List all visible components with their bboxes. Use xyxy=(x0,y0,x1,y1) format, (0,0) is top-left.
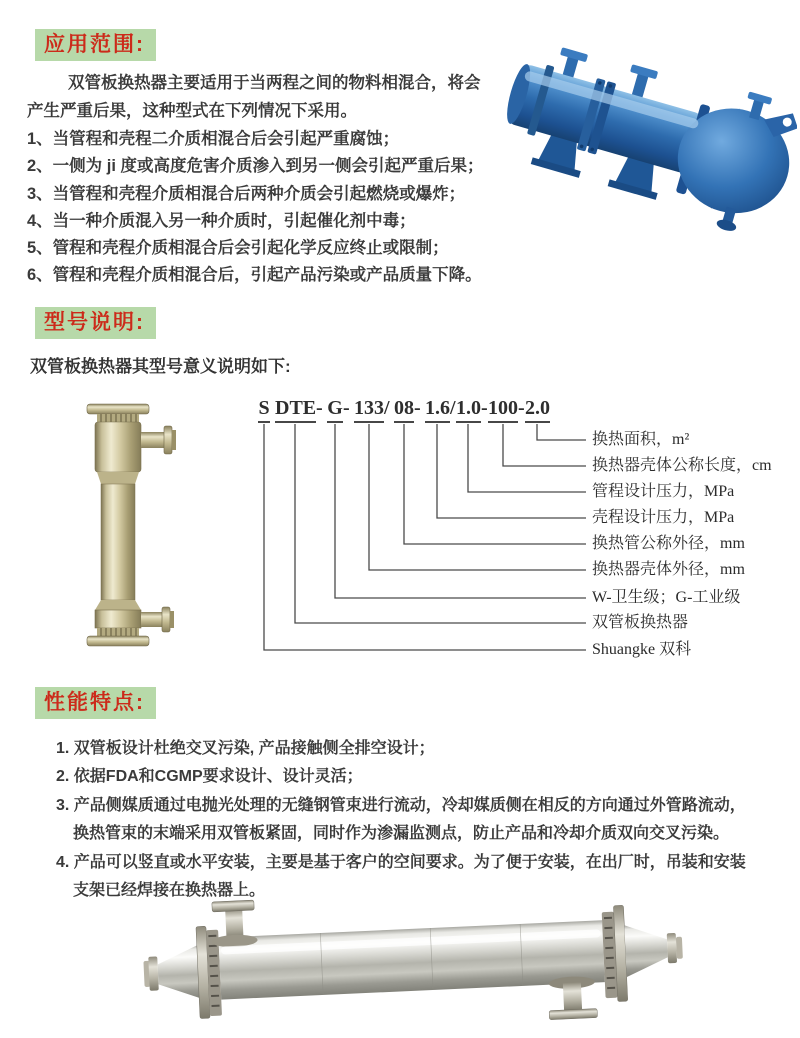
model-label: 换热管公称外径，mm xyxy=(592,535,745,552)
section-header-model: 型号说明: xyxy=(35,307,156,339)
model-code-segment: 100 xyxy=(488,396,518,423)
application-list-item: 1、当管程和壳程二介质相混合后会引起严重腐蚀； xyxy=(27,130,400,148)
application-intro-line1: 双管板换热器主要适用于当两程之间的物料相混合，将会 xyxy=(68,74,481,92)
model-code-separator: - xyxy=(316,397,328,419)
blue-heat-exchanger-drawing xyxy=(497,28,797,242)
feature-list xyxy=(56,735,786,905)
model-code-separator: - xyxy=(518,397,525,419)
feature-line: 换热管束的末端采用双管板紧固，同时作为渗漏监测点，防止产品和冷却介质双向交叉污染。 xyxy=(73,825,730,843)
model-code-separator: - xyxy=(481,397,488,419)
model-code-segment: 1.6 xyxy=(425,396,450,423)
model-code-segment: 08 xyxy=(394,396,414,423)
application-list-item: 4、当一种介质混入另一种介质时，引起催化剂中毒； xyxy=(27,211,416,230)
model-code-segment: 133 xyxy=(354,396,384,423)
application-list-item: 2、一侧为 ji 度或高度危害介质渗入到另一侧会引起严重后果； xyxy=(27,157,484,176)
model-code-segment: 1.0 xyxy=(456,396,481,423)
model-label: 换热器壳体公称长度，cm xyxy=(592,457,772,474)
application-list-item: 3、当管程和壳程介质相混合后两种介质会引起燃烧或爆炸； xyxy=(27,184,466,203)
vertical-heat-exchanger-drawing xyxy=(87,404,176,646)
horizontal-heat-exchanger-photo xyxy=(122,892,742,1037)
blue-heat-exchanger-photo xyxy=(497,24,797,256)
model-code-separator: - xyxy=(343,397,355,419)
model-code-separator: / xyxy=(450,397,456,419)
horizontal-heat-exchanger-drawing xyxy=(141,892,685,1037)
model-code-segment: S xyxy=(258,396,270,423)
feature-item xyxy=(56,763,786,791)
application-list-item: 5、管程和壳程介质相混合后会引起化学反应终止或限制； xyxy=(27,239,449,258)
model-code-separator: / xyxy=(384,397,395,419)
vertical-heat-exchanger-photo xyxy=(65,396,225,656)
feature-line: 3. 产品侧媒质通过电抛光处理的无缝钢管束进行流动，冷却媒质侧在相反的方向通过外管路流动， xyxy=(56,796,746,814)
feature-line: 2. 依据FDA和CGMP要求设计、设计灵活； xyxy=(56,768,363,786)
feature-item xyxy=(56,735,786,763)
application-list-item: 6、管程和壳程介质相混合后，引起产品污染或产品质量下降。 xyxy=(27,266,482,285)
model-label: W-卫生级；G-工业级 xyxy=(592,589,741,606)
feature-item xyxy=(56,792,786,849)
section-header-features: 性能特点: xyxy=(35,687,156,719)
model-code-segment: DTE xyxy=(275,396,316,423)
model-code-segment: 2.0 xyxy=(525,396,550,423)
model-label: 管程设计压力，MPa xyxy=(592,483,735,500)
model-label: 壳程设计压力，MPa xyxy=(592,509,735,526)
feature-line: 4. 产品可以竖直或水平安装，主要是基于客户的空间要求。为了便于安装，在出厂时，吊装和安装 xyxy=(56,853,746,871)
feature-line: 1. 双管板设计杜绝交叉污染, 产品接触侧全排空设计； xyxy=(56,740,435,757)
model-label: Shuangke 双科 xyxy=(592,641,692,658)
model-code xyxy=(258,396,550,423)
model-label: 换热面积，m² xyxy=(592,431,690,448)
model-code-segment: G xyxy=(327,396,343,423)
feature-line: 支架已经焊接在换热器上。 xyxy=(73,882,266,900)
application-intro xyxy=(27,69,507,125)
model-label: 换热器壳体外径，mm xyxy=(592,561,745,578)
model-label: 双管板换热器 xyxy=(592,614,689,631)
model-code-separator: - xyxy=(414,397,426,419)
application-intro-line2: 产生严重后果，这种型式在下列情况下采用。 xyxy=(27,102,357,120)
application-list xyxy=(27,126,507,290)
section-header-application: 应用范围: xyxy=(35,29,156,61)
model-subtitle: 双管板换热器其型号意义说明如下: xyxy=(30,357,291,376)
